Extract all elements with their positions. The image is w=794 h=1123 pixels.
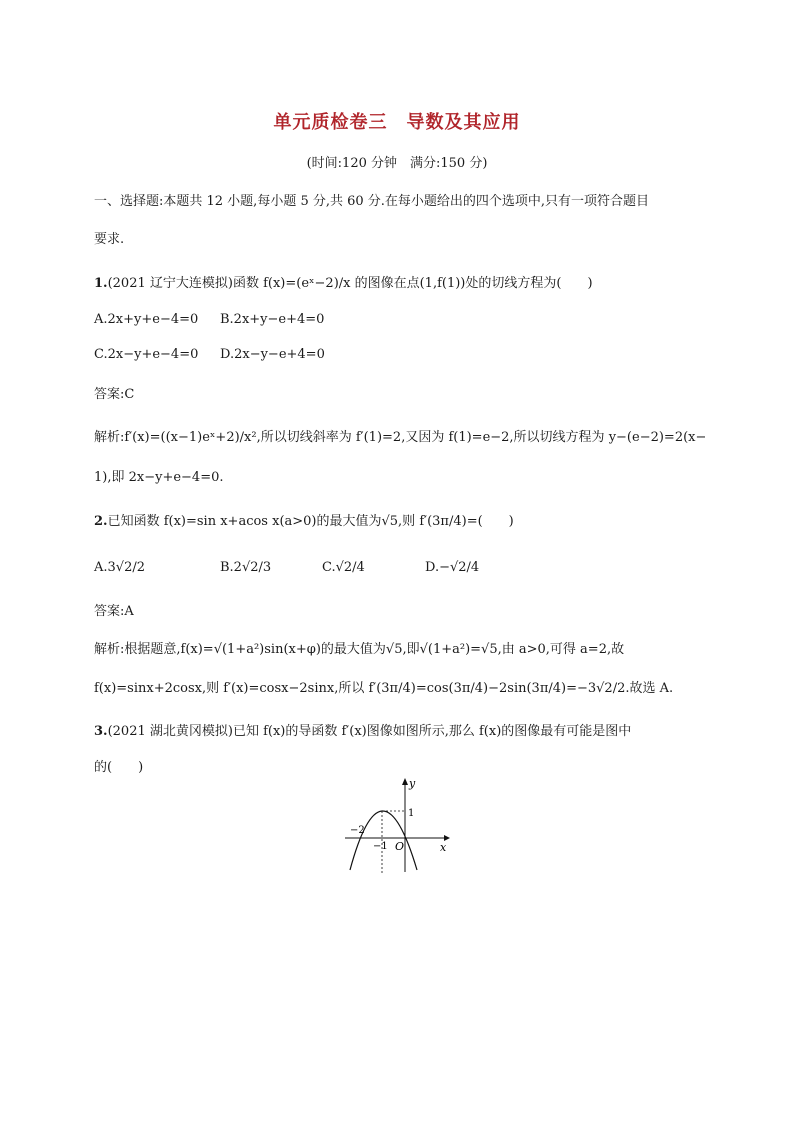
- section-instructions-line2: 要求.: [94, 232, 125, 247]
- question-1-option-b: B.2x+y−e+4=0: [220, 312, 325, 327]
- question-2-analysis-line1: 解析:根据题意,f(x)=√(1+a²)sin(x+φ)的最大值为√5,即√(1+a²)=√5,由 a>0,可得 a=2,故: [94, 642, 625, 657]
- question-2-answer: 答案:A: [94, 604, 134, 619]
- question-text: 已知函数 f(x)=sin x+acos x(a>0)的最大值为√5,则 f′(3π/4)=( ): [107, 514, 514, 529]
- section-instructions-line1: 一、选择题:本题共 12 小题,每小题 5 分,共 60 分.在每小题给出的四个选项中,只有一项符合题目: [94, 194, 650, 209]
- question-number: 2.: [94, 514, 108, 529]
- question-1-option-a: A.2x+y+e−4=0: [94, 312, 199, 327]
- x-axis-label: x: [440, 841, 447, 854]
- question-3-stem-line2: 的( ): [94, 760, 144, 775]
- page-title: 单元质检卷三 导数及其应用: [273, 112, 521, 133]
- question-1-option-d: D.2x−y−e+4=0: [220, 347, 325, 362]
- question-3-stem-line1: [94, 720, 631, 739]
- origin-label: O: [395, 840, 405, 853]
- question-1-option-c: C.2x−y+e−4=0: [94, 347, 199, 362]
- question-2-option-b: B.2√2/3: [220, 560, 272, 575]
- question-2-stem: [94, 510, 514, 529]
- tick-label-y1: 1: [408, 808, 415, 819]
- tick-label-neg1: −1: [373, 841, 388, 852]
- question-2-option-a: A.3√2/2: [94, 560, 145, 575]
- exam-subtitle: (时间:120 分钟 满分:150 分): [306, 156, 488, 171]
- derivative-graph-figure: [340, 775, 460, 875]
- question-2-option-c: C.√2/4: [322, 560, 365, 575]
- question-2-option-d: D.−√2/4: [425, 560, 480, 575]
- question-2-analysis-line2: f(x)=sinx+2cosx,则 f′(x)=cosx−2sinx,所以 f′(3π/4)=cos(3π/4)−2sin(3π/4)=−3√2/2.故选 A.: [94, 681, 674, 696]
- y-axis-label: y: [409, 777, 416, 790]
- question-1-analysis-line2: 1),即 2x−y+e−4=0.: [94, 470, 224, 485]
- question-number: 3.: [94, 724, 108, 739]
- tick-label-neg2: −2: [350, 825, 365, 836]
- question-1-stem: [94, 272, 593, 291]
- y-axis-arrow-icon: [402, 778, 408, 785]
- question-1-answer: 答案:C: [94, 387, 135, 402]
- question-1-analysis-line1: 解析:f′(x)=((x−1)eˣ+2)/x²,所以切线斜率为 f′(1)=2,又因为 f(1)=e−2,所以切线方程为 y−(e−2)=2(x−: [94, 430, 707, 445]
- question-text: (2021 辽宁大连模拟)函数 f(x)=(eˣ−2)/x 的图像在点(1,f(1))处的切线方程为( ): [107, 276, 593, 291]
- question-number: 1.: [94, 276, 108, 291]
- question-text: (2021 湖北黄冈模拟)已知 f(x)的导函数 f′(x)图像如图所示,那么 f(x)的图像最有可能是图中: [107, 724, 632, 739]
